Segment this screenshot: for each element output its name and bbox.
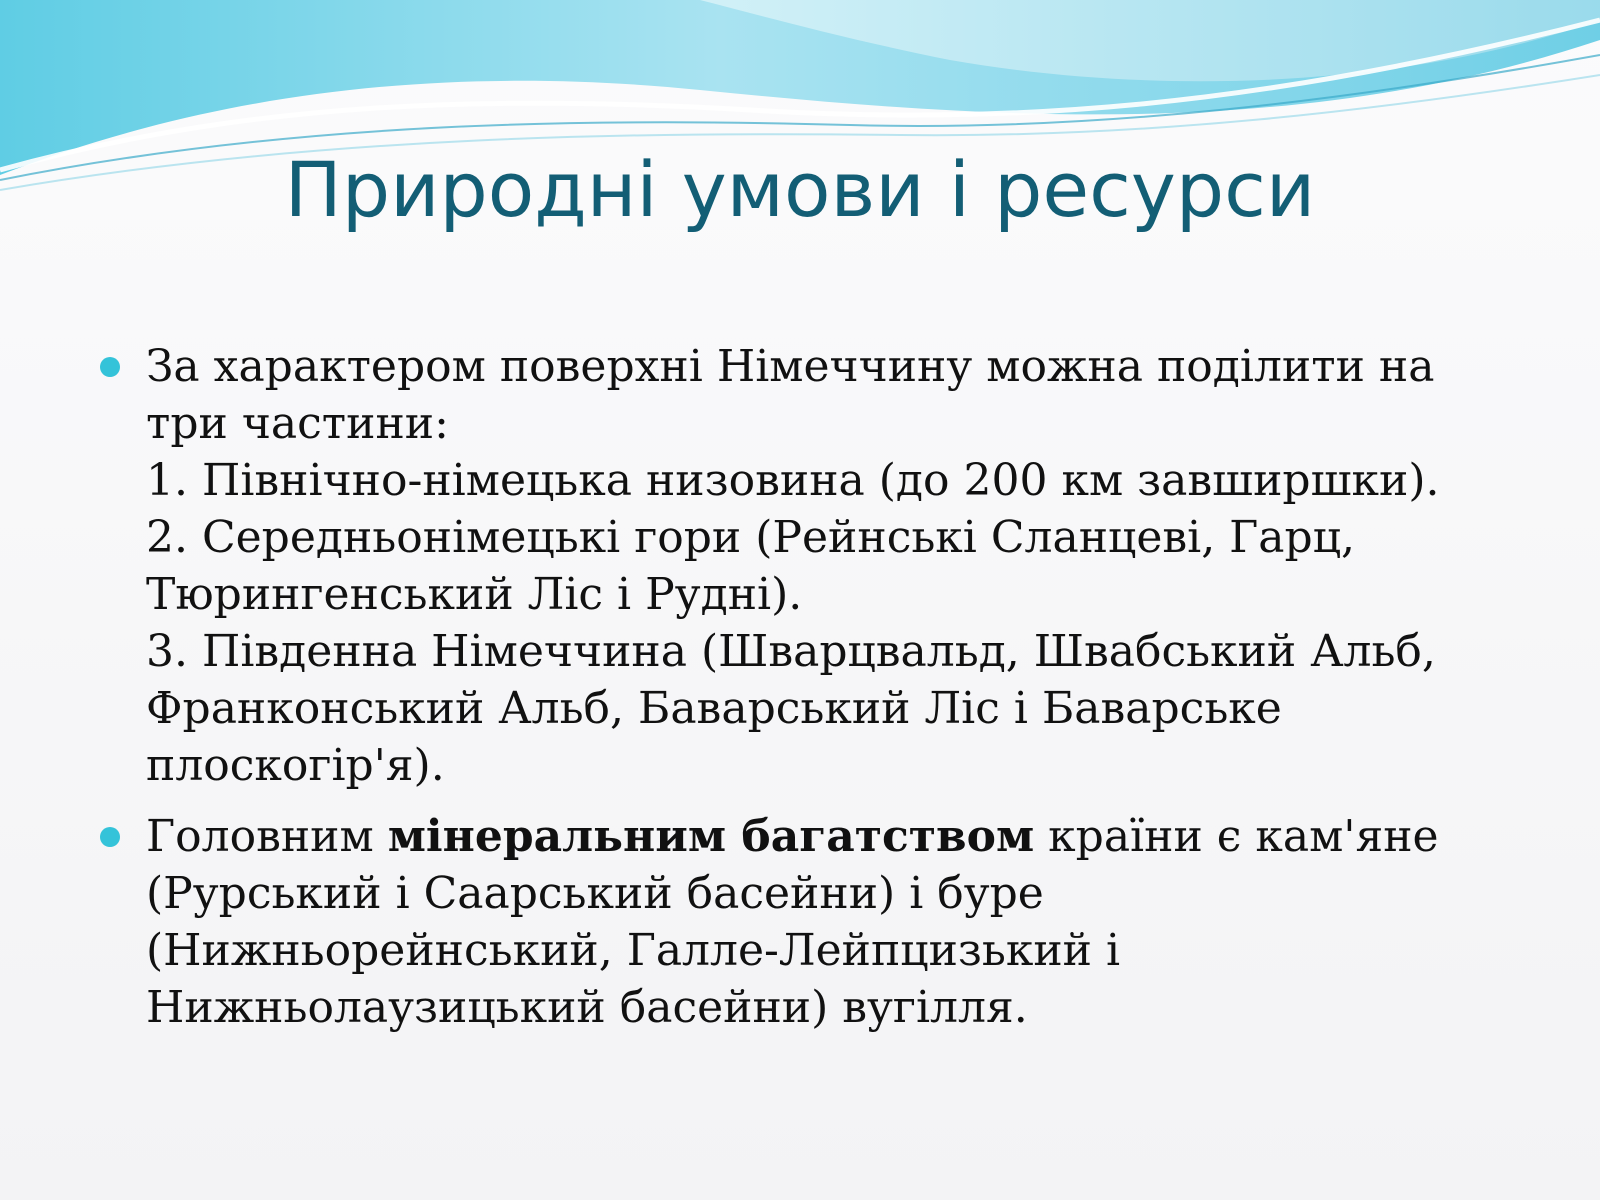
bullet-line: (Нижньорейнський, Галле-Лейпцизький і <box>146 925 1121 976</box>
bold-text: мінеральним багатством <box>387 811 1035 862</box>
bullet-line: Тюрингенський Ліс і Рудні). <box>146 569 803 620</box>
bullet-line: (Рурський і Саарський басейни) і буре <box>146 868 1044 919</box>
bullet-line: Нижньолаузицький басейни) вугілля. <box>146 982 1028 1033</box>
bullet-dot-icon <box>100 827 120 847</box>
bullet-item <box>100 808 1510 1036</box>
bullet-line <box>146 808 1510 865</box>
bullet-line: 3. Південна Німеччина (Шварцвальд, Швабський Альб, <box>146 626 1436 677</box>
bullet-line: плоскогір'я). <box>146 740 445 791</box>
bullet-item <box>100 338 1510 794</box>
bullet-line: 2. Середньонімецькі гори (Рейнські Сланцеві, Гарц, <box>146 512 1355 563</box>
slide-title: Природні умови і ресурси <box>284 145 1316 234</box>
bullet-line: три частини: <box>146 398 449 449</box>
bullet-dot-icon <box>100 357 120 377</box>
text-before-bold: Головним <box>146 811 388 862</box>
bullet-line: Франконський Альб, Баварський Ліс і Баварське <box>146 683 1282 734</box>
bullet-line: 1. Північно-німецька низовина (до 200 км завширшки). <box>146 455 1440 506</box>
bullet-list <box>100 338 1510 1050</box>
text-after-bold: країни є кам'яне <box>1034 811 1439 862</box>
bullet-line: За характером поверхні Німеччину можна поділити на <box>146 341 1435 392</box>
